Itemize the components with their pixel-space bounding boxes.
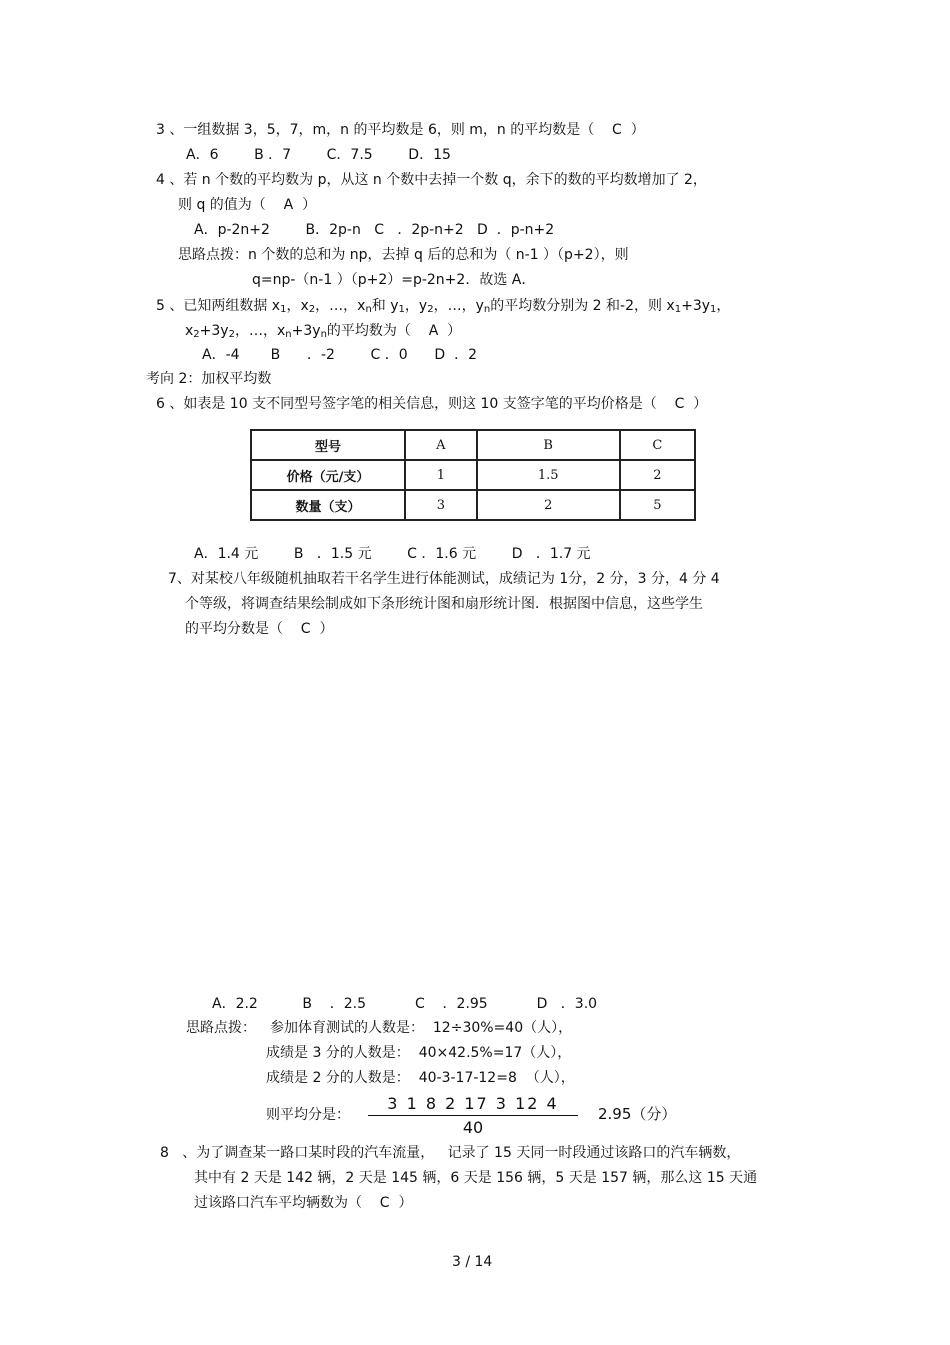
q7-hint2: 成绩是 3 分的人数是： 40×42.5%=17（人）， <box>266 1045 572 1061</box>
pen-table <box>250 429 696 521</box>
table-header-cell: 型号 <box>251 430 405 460</box>
q5-line1: 5 、已知两组数据 $x_1$，$x_2$，…，$x_n$和 $y_1$，$y_2$，…，$y_n$的平均数分别为 2 和-2，则 $x_1+3y_1$， <box>156 298 731 315</box>
q7-hint1: 参加体育测试的人数是： 12÷30%=40（人）， <box>270 1020 573 1036</box>
q7-result: 2.95（分） <box>598 1105 677 1123</box>
fraction-denominator: 40 <box>462 1118 484 1137</box>
q7-line3: 的平均分数是（ C ） <box>185 621 334 637</box>
q4-line1: 4 、若 n 个数的平均数为 p，从这 n 个数中去掉一个数 q，余下的数的平均数增加了 2， <box>156 172 707 188</box>
q8-line2: 其中有 2 天是 142 辆，2 天是 145 辆，6 天是 156 辆，5 天是 157 辆，那么这 15 天通 <box>194 1170 758 1186</box>
q5-options: A．-4 B ．-2 C ．0 D ．2 <box>202 347 477 363</box>
table-cell: 数量（支） <box>251 490 405 520</box>
q8-line3: 过该路口汽车平均辆数为（ C ） <box>194 1195 413 1211</box>
q3-options: A．6 B ．7 C．7.5 D．15 <box>186 147 451 163</box>
page-number: 3 / 14 <box>452 1254 493 1270</box>
table-header-cell: C <box>620 430 695 460</box>
q8-line1: 8 、为了调查某一路口某时段的汽车流量， 记录了 15 天同一时段通过该路口的汽车辆数， <box>160 1145 741 1161</box>
fraction-numerator: 3 1 8 2 17 3 12 4 <box>368 1094 578 1116</box>
q4-options: A．p-2n+2 B．2p-n C ．2p-n+2 D ．p-n+2 <box>194 222 555 238</box>
q7-line1: 7、对某校八年级随机抽取若干名学生进行体能测试，成绩记为 1分，2 分，3 分，4 分 4 <box>168 571 720 587</box>
section-heading: 考向 2：加权平均数 <box>146 371 272 387</box>
table-row <box>251 460 695 490</box>
q6-text: 6 、如表是 10 支不同型号签字笔的相关信息，则这 10 支签字笔的平均价格是（ C ） <box>156 396 708 412</box>
q4-hint2: q=np-（n-1 ）（p+2）=p-2n+2．故选 A． <box>252 272 536 288</box>
q7-line2: 个等级，将调查结果绘制成如下条形统计图和扇形统计图．根据图中信息，这些学生 <box>185 596 703 612</box>
table-cell: 5 <box>620 490 695 520</box>
table-cell: 2 <box>477 490 620 520</box>
q4-hint1: 思路点拨：n 个数的总和为 np，去掉 q 后的总和为（ n-1 ）（p+2），则 <box>178 247 629 263</box>
q7-hint4: 则平均分是： <box>266 1107 350 1123</box>
table-row <box>251 430 695 460</box>
table-cell: 3 <box>405 490 477 520</box>
table-row <box>251 490 695 520</box>
table-cell: 1 <box>405 460 477 490</box>
q7-hint-label: 思路点拨： <box>186 1020 256 1036</box>
table-header-cell: B <box>477 430 620 460</box>
average-fraction <box>368 1094 578 1137</box>
q4-line2: 则 q 的值为（ A ） <box>178 197 317 213</box>
table-cell: 1.5 <box>477 460 620 490</box>
q6-options: A．1.4 元 B ．1.5 元 C ．1.6 元 D ．1.7 元 <box>194 546 591 562</box>
q3-text: 3 、一组数据 3，5，7，m，n 的平均数是 6，则 m，n 的平均数是（ C ） <box>156 122 645 138</box>
table-header-cell: A <box>405 430 477 460</box>
table-cell: 价格（元/支） <box>251 460 405 490</box>
q5-line2: $x_2+3y_2$，…，$x_n+3y_n$的平均数为（ A ） <box>185 323 462 340</box>
q7-hint3: 成绩是 2 分的人数是： 40-3-17-12=8 （人）， <box>266 1070 575 1086</box>
table-cell: 2 <box>620 460 695 490</box>
q7-options: A．2.2 B ．2.5 C ．2.95 D ．3.0 <box>212 996 598 1012</box>
